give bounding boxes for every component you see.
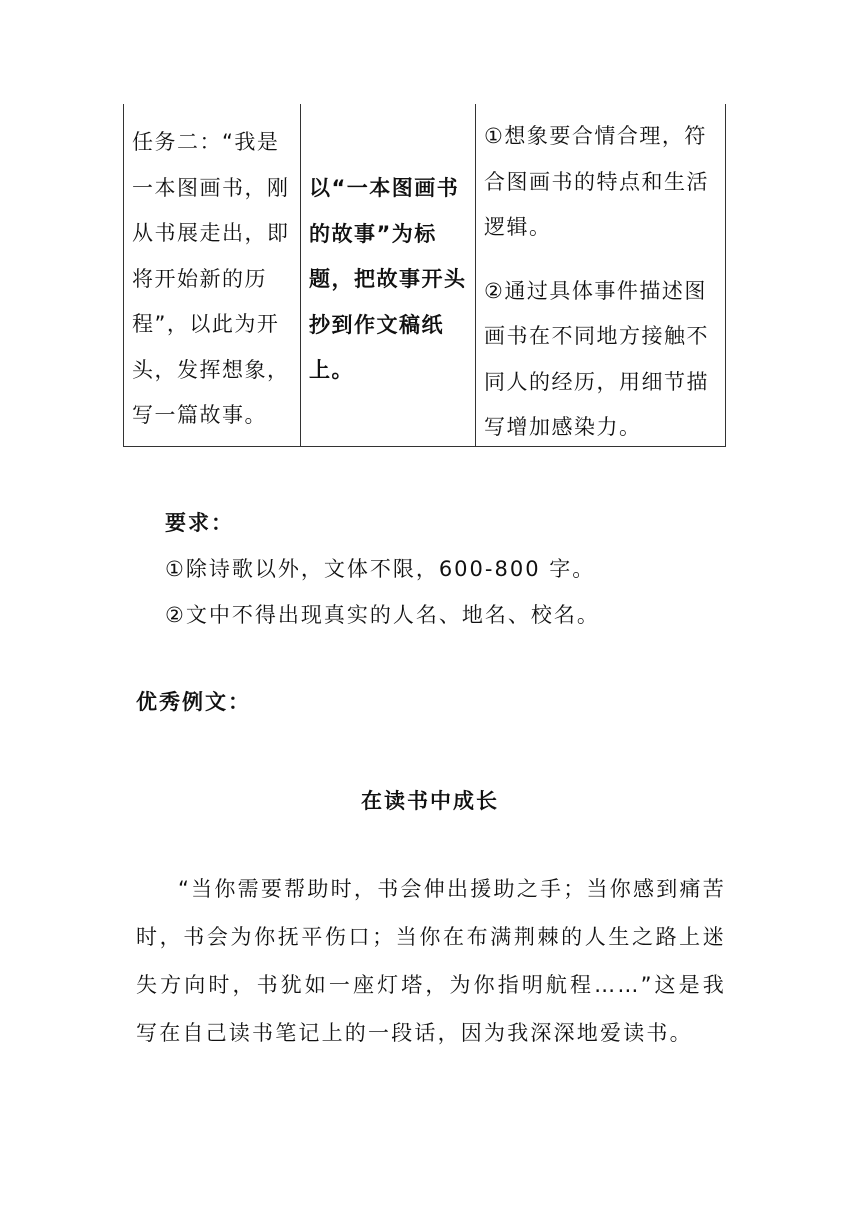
essay-title: 在读书中成长	[361, 789, 499, 813]
table-requirement-2: ②通过具体事件描述图画书在不同地方接触不同人的经历，用细节描写增加感染力。	[484, 278, 709, 439]
requirement-item: ②文中不得出现真实的人名、地名、校名。	[165, 603, 600, 627]
task-text: 任务二：“我是一本图画书，刚从书展走出，即将开始新的历程”，以此为开头，发挥想象，写一篇故事。	[132, 130, 290, 427]
requirements-heading: 要求：	[165, 511, 234, 535]
instruction-cell	[301, 104, 476, 446]
instruction-text: 以“一本图画书的故事”为标题，把故事开头抄到作文稿纸上。	[309, 176, 467, 382]
requirement-cell	[476, 104, 726, 446]
requirement-item: ①除诗歌以外，文体不限，600-800 字。	[165, 557, 596, 581]
task-cell	[123, 104, 301, 446]
requirements-section	[165, 500, 600, 638]
example-label: 优秀例文：	[136, 690, 251, 714]
essay-paragraph: “当你需要帮助时，书会伸出援助之手；当你感到痛苦时，书会为你抚平伤口；当你在布满荆棘的人生之路上迷失方向时，书犹如一座灯塔，为你指明航程……”这是我写在自己读书笔记上的一段话，因为我深深地爱读书。	[136, 877, 726, 1045]
task-table	[123, 104, 726, 447]
table-requirement-1: ①想象要合情合理，符合图画书的特点和生活逻辑。	[484, 124, 709, 239]
